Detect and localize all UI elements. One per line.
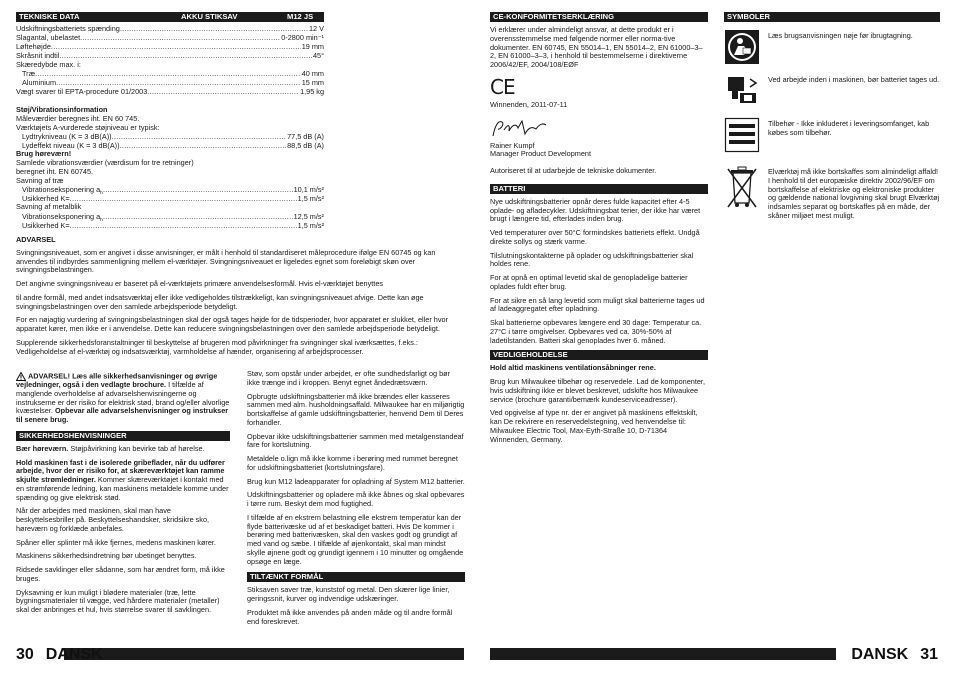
page-number: 30 [16, 646, 34, 663]
right-column-1 [490, 12, 708, 449]
sikkerhed-paragraph: Spåner eller splinter må ikke fjernes, medens maskinen kører. [16, 537, 216, 547]
vedlige-header: VEDLIGEHOLDELSE [490, 350, 708, 360]
sikkerhed-paragraph: Dyksavning er kun muligt i blødere materialer (træ, lette bygningsmaterialer til vægge, ved hårdere materialer (metaller) skal der anbringes et hul, hvis størrelse svarer til savklingen. [16, 587, 220, 615]
footer-bar-left [64, 648, 464, 660]
tech-row: Vægt svarer til EPTA-procedure 01/2003 ..... 1,95 kg [16, 87, 324, 96]
symbol-row [724, 165, 940, 221]
vib-row: Vibrationseksponering $a_h$ ..... 12,5 m/s² [16, 212, 324, 221]
tech-data-rows [16, 24, 324, 96]
batteri-paragraph: Tilslutningskontakterne på oplader og udskiftningsbatterier skal holdes rene. [490, 250, 694, 269]
mid-paragraph: Metaldele o.lign må ikke komme i berøring med rummet beregnet for udskiftningsbatteriet (kortslutningsfare). [247, 454, 458, 472]
noise-warning: Brug høreværn! [16, 149, 72, 159]
batteri-paragraph: For at sikre en så lang levetid som muligt skal batterierne tages ud af ladeaggregatet efter opladning. [490, 295, 705, 314]
mid-paragraph: Udskiftningsbatterier og opladere må ikke åbnes og skal opbevares i tørre rum. Beskyt dem mod fugtighed. [247, 490, 465, 508]
noise-row: Lydtrykniveau (K = 3 dB(A)) ..... 77,5 dB (A) [16, 132, 324, 141]
ce-text: Vi erklærer under almindeligt ansvar, at dette produkt er i overensstemmelse med følgende normer eller norma-tive dokumenter. EN 60745, EN 55014–1, EN 55014–2, EN 61000–3–2, EN 61000–3–3, i henhold til bestemmelserne i direktiverne 2006/42/EF, 2004/108/EØF [490, 25, 703, 69]
mid-paragraph: Støv, som opstår under arbejdet, er ofte sundhedsfarligt og bør ikke trænge ind i kroppen. Benyt egnet åndedrætsværn. [247, 369, 451, 387]
noise-row: Lydeffekt niveau (K = 3 dB(A)) ..... 88,5 dB (A) [16, 141, 324, 150]
footer-right [851, 645, 938, 664]
advarsel-section [16, 236, 464, 361]
warning-box: ADVARSEL! Læs alle sikkerhedsanvisninger og øvrige vejledninger, også i den vedlagte brochure. I tilfælde af manglende overholdelse af advarselshenvisningerne og instrukserne er der risiko for elektrisk stød, brand og/eller alvorlige kvæstelser. Opbevar alle advarselshenvisninger og instrukser til senere brug. [16, 371, 230, 425]
ce-place-date: Winnenden, 2011-07-11 [490, 99, 568, 109]
tech-data-header: TEKNISKE DATA AKKU STIKSAV M12 JS [16, 12, 324, 22]
vib-row: Vibrationseksponering $a_h$ ..... 10,1 m/s² [16, 185, 324, 194]
advarsel-paragraph: til andre formål, med andet indsatsværktøj eller ikke vedligeholdes tilstrækkeligt, kan svingningsniveauet afvige. Dette kan øge svingningsbelastningen over den samlede arbejdsperiode betydeligt. [16, 292, 424, 311]
vedlige-paragraph: Hold altid maskinens ventilationsåbninger rene. [490, 363, 656, 373]
vib-line: Samlede vibrationsværdier (værdisum for tre retninger) [16, 158, 194, 167]
mid-paragraph: Opbevar ikke udskiftningsbatterier sammen med metalgenstandeaf fare for kortslutning. [247, 431, 464, 450]
tech-row: Træ ..... 40 mm [16, 69, 324, 78]
vib-row: Usikkerhed K= ..... 1,5 m/s² [16, 221, 324, 230]
tech-row: Udskiftningsbatteriets spænding ..... 12 V [16, 24, 324, 33]
weee-bin-icon [724, 165, 760, 211]
mid-paragraph: I tilfælde af en ekstrem belastning elle ekstrem temperatur kan der flyde batterivæske ud af et beskadiget batteri. Hvis De kommer i berøring med batterivæsken, skal den vaskes godt og grundigt af med vand og sæbe. I tilfælde af øjenkontakt, skal man mindst skylle øjnene godt og grundigt igennem i 10 minutter og omgående opsøge en læge. [247, 512, 464, 566]
vedlige-paragraph: Ved opgivelse af type nr. der er angivet på maskinens effektskilt, kan De rekvirere en reservedelstegning, ved henvendelse til: Milwaukee Electric Tool, Max-Eyth-Straße 10, D-71364 Winnenden, Germany. [490, 408, 698, 444]
batteri-paragraph: Skal batterierne opbevares længere end 30 dage: Temperatur ca. 27°C i tørre omgivelser. Opbevares ved ca. 30%-50% af ladetilstanden. Batteri skal genoplades hver 6. måned. [490, 318, 702, 345]
vedlige-paragraph: Brug kun Milwaukee tilbehør og reservedele. Lad de komponenter, hvis udskiftning ikke er blevet beskrevet, udskifte hos Milwaukee service (brochure garanti/bemærk kundeserviceadresser). [490, 377, 705, 404]
tech-row: Aluminium ..... 15 mm [16, 78, 324, 87]
vib-line: beregnet iht. EN 60745. [16, 166, 94, 176]
page-number: 31 [920, 646, 938, 663]
page-language: DANSK [851, 646, 909, 663]
tech-data-section [16, 12, 324, 230]
left-lower-column [16, 372, 230, 620]
sikkerhed-paragraph: Maskinens sikkerhedsindretning bør ubetinget benyttes. [16, 551, 197, 561]
symbol-text: Elværktøj må ikke bortskaffes som almindeligt affald! I henhold til det europæiske direktiv 2002/96/EF om bortskaffelse af elektriske og elektroniske produkter og gældende national lovgivning skal brugt Elværktøj indsamles separat og bortskaffes på en måde, der skåner miljøet mest muligt. [768, 167, 940, 220]
vib-metal-title: Savning af metalblik [16, 202, 82, 212]
tiltaenkt-paragraph: Stiksaven saver træ, kunststof og metal. Den skærer lige linier, geringssnit, kurver og indvendige udskæringer. [247, 585, 450, 603]
footer-left [16, 645, 103, 664]
left-mid-column [247, 370, 465, 631]
ce-signer-role: Manager Product Development [490, 149, 591, 159]
signature-icon [490, 116, 708, 140]
symbol-row [724, 29, 940, 65]
tech-row: Løftehøjde ..... 19 mm [16, 42, 324, 51]
symbol-row [724, 117, 940, 153]
advarsel-paragraph: Supplerende sikkerhedsforanstaltninger til beskyttelse af brugeren mod påvirkninger fra svingninger skal iværksættes, f.eks.: Vedligeholdelse af el-værktøj og indsatsværktøj, varmholdelse af hænder, organisering af arbejdsprocesser. [16, 337, 418, 356]
batteri-paragraph: Nye udskiftningsbatterier opnår deres fulde kapacitet efter 4-5 oplade- og afladecykler. Udskiftningsbat terier, der ikke har været brugt i længere tid, efterlades inden brug. [490, 196, 701, 224]
vib-wood-title: Savning af træ [16, 175, 64, 185]
symboler-header: SYMBOLER [724, 12, 940, 22]
ce-header: CE-KONFORMITETSERKLÆRING [490, 12, 708, 22]
advarsel-paragraph: Svingningsniveauet, som er angivet i disse anvisninger, er målt i henhold til standardiseret måleprocedure ifølge EN 60745 og kan anvendes til indbyrdes sammenligning mellem el-værktøjer. Svingningsniveauet er ligeledes egnet som foreløbigt skøn over svingningsbelastningen. [16, 247, 436, 275]
footer-bar-right [490, 648, 836, 660]
noise-line: Værktøjets A-vurderede støjniveau er typisk: [16, 122, 160, 132]
batteri-header: BATTERI [490, 184, 708, 194]
noise-block [16, 106, 324, 230]
sikkerhed-paragraph: Hold maskinen fast i de isolerede gribeflader, når du udfører arbejde, hvor der er risiko for, at skæreværktøjet kan ramme skjulte strømledninger. Kommer skæreværktøjet i kontakt med en strømførende ledning, kan maskinens metaldele komme under spænding og give elektrisk stød. [16, 457, 229, 502]
batteri-paragraph: For at opnå en optimal levetid skal de genopladelige batterier oplades fuldt efter brug. [490, 273, 688, 291]
symbol-row [724, 73, 940, 109]
mid-paragraph: Opbrugte udskiftningsbatterier må ikke brændes eller kasseres sammen med alm. husholdningsaffald. Milwaukee har en miljørigtig bortskaffelse af gamle udskiftningsbatterier, henvend Dem til Deres forhandler. [247, 391, 465, 427]
read-manual-icon [724, 29, 760, 65]
advarsel-title: ADVARSEL [16, 235, 56, 244]
right-column-2 [724, 12, 940, 229]
advarsel-paragraph: Det angivne svingningsniveau er baseret på el-værktøjets primære anvendelsesformål. Hvis el-værktøjet benyttes [16, 279, 384, 288]
page-language: DANSK [45, 646, 103, 663]
tech-row: Slagantal, ubelastet ..... 0-2800 min⁻¹ [16, 33, 324, 42]
advarsel-paragraph: For en nøjagtig vurdering af svingningsbelastningen skal der også tages højde for de tidsperioder, hvor apparatet er slukket, eller hvor apparatet kører, men ikke er i anvendelse. Dette kan reducere svingningsbelastningen over den samlede arbejdsperiode betydeligt. [16, 315, 448, 333]
symbol-text: Læs brugsanvisningen nøje før ibrugtagning. [768, 31, 913, 40]
sikkerhed-paragraph: Bær høreværn. Støjpåvirkning kan bevirke tab af hørelse. [16, 443, 205, 453]
tiltaenkt-header: TILTÆNKT FORMÅL [247, 572, 465, 582]
noise-title: Støj/Vibrationsinformation [16, 105, 108, 114]
vib-row: Usikkerhed K= ..... 1,5 m/s² [16, 194, 324, 203]
remove-battery-icon [724, 73, 760, 109]
accessory-icon [724, 117, 760, 153]
sikkerhed-header: SIKKERHEDSHENVISNINGER [16, 431, 230, 441]
symbol-text: Tilbehør - Ikke inkluderet i leveringsomfanget, kab købes som tilbehør. [768, 119, 930, 137]
sikkerhed-paragraph: Når der arbejdes med maskinen, skal man have beskyttelsesbriller på. Beskyttelseshandsker, skridsikre sko, høreværn og forklæde anbefales. [16, 506, 210, 533]
symbol-text: Ved arbejde inden i maskinen, bør batteriet tages ud. [768, 75, 940, 84]
tiltaenkt-paragraph: Produktet må ikke anvendes på anden måde og til andre formål end foreskrevet. [247, 607, 453, 626]
ce-authorized: Autoriseret til at udarbejde de tekniske dokumenter. [490, 166, 657, 175]
ce-mark-icon: CE [490, 74, 515, 99]
sikkerhed-paragraph: Ridsede savklinger eller sådanne, som har ændret form, må ikke bruges. [16, 565, 225, 583]
mid-paragraph: Brug kun M12 ladeapparater for opladning af System M12 batterier. [247, 476, 465, 486]
ce-signer-name: Rainer Kumpf [490, 140, 535, 150]
noise-line: Måleværdier beregnes iht. EN 60 745. [16, 113, 140, 123]
tech-row: Skråsnit indtil ..... 45° [16, 51, 324, 60]
tech-row: Skæredybde max. i: [16, 60, 81, 69]
batteri-paragraph: Ved temperaturer over 50°C formindskes batteriets effekt. Undgå direkte sollys og stærk varme. [490, 228, 700, 246]
